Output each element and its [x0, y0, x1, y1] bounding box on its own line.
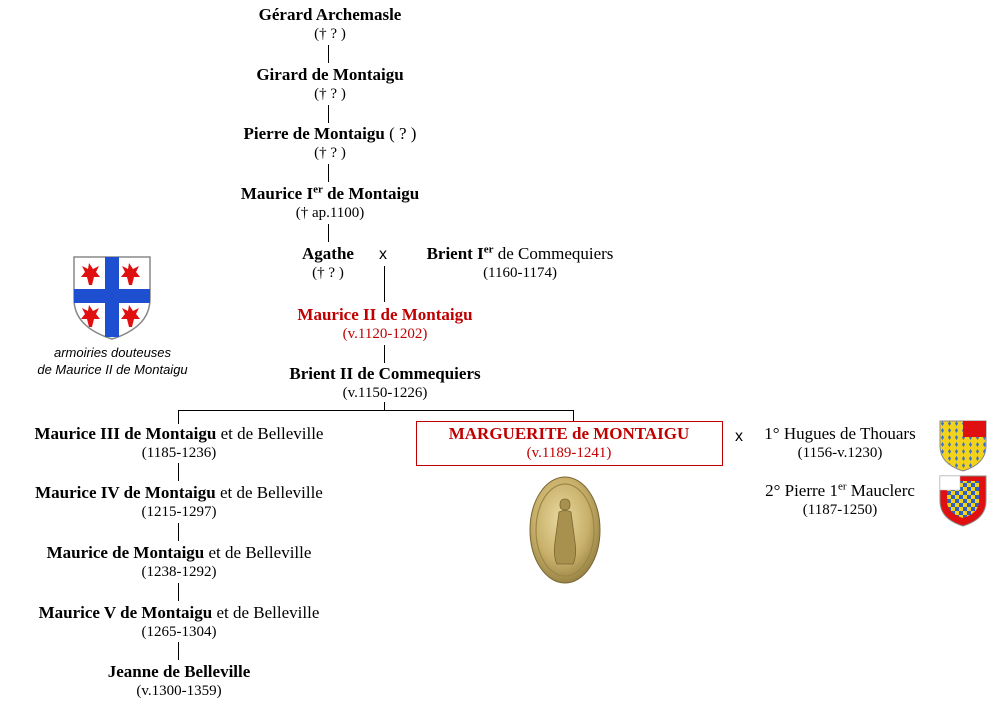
person-maurice-2	[250, 305, 520, 343]
person-name: Jeanne de Belleville	[107, 662, 251, 681]
person-name: Girard de Montaigu	[256, 65, 404, 84]
person-dates: (1185-1236)	[141, 445, 217, 461]
person-jeanne-de-belleville	[0, 662, 358, 700]
person-name: Maurice III de Montaigu	[34, 424, 217, 443]
person-dates: (1187-1250)	[802, 502, 878, 518]
person-pierre-de-montaigu	[200, 124, 460, 162]
person-maurice-de-montaigu	[0, 543, 358, 581]
person-dates: (1160-1174)	[483, 265, 557, 281]
person-dates: († ? )	[314, 145, 346, 161]
person-dates: († ? )	[314, 86, 346, 102]
person-hugues-de-thouars	[745, 424, 935, 462]
person-name: 1° Hugues de Thouars	[764, 424, 916, 443]
person-name-rest: de Montaigu	[322, 184, 420, 203]
connector-line	[384, 266, 385, 302]
ordinal-sup: er	[837, 480, 847, 493]
person-name: 2° Pierre 1	[765, 481, 838, 500]
person-maurice-5	[0, 603, 358, 641]
person-name-rest: Mauclerc	[846, 481, 915, 500]
connector-line	[328, 45, 329, 63]
person-maurice-1	[200, 184, 460, 222]
person-name: MARGUERITE de MONTAIGU	[448, 424, 690, 443]
person-dates: (1156-v.1230)	[797, 445, 883, 461]
person-name: Gérard Archemasle	[258, 5, 402, 24]
person-name: Maurice II de Montaigu	[297, 305, 473, 324]
connector-line	[178, 463, 179, 481]
person-dates: (1215-1297)	[141, 504, 217, 520]
person-name: Pierre de Montaigu	[243, 124, 385, 143]
person-dates: († ? )	[314, 26, 346, 42]
person-maurice-4	[0, 483, 358, 521]
person-dates: (v.1189-1241)	[526, 445, 612, 461]
marriage-symbol: x	[735, 428, 743, 445]
person-name: Maurice I	[240, 184, 314, 203]
person-name: Brient I	[426, 244, 484, 263]
connector-line	[328, 105, 329, 123]
ordinal-sup: er	[483, 243, 494, 256]
person-brient-1	[400, 244, 640, 282]
coat-of-arms-thouars	[939, 420, 987, 472]
person-dates: († ? )	[312, 265, 344, 281]
coat-of-arms-maurice-2	[72, 255, 152, 341]
person-dates: (1265-1304)	[141, 624, 217, 640]
person-name-rest: de Commequiers	[493, 244, 614, 263]
connector-line	[178, 523, 179, 541]
person-note: ( ? )	[389, 124, 417, 143]
arms-caption-line1: armoiries douteuses	[53, 345, 172, 360]
person-name: Brient II de Commequiers	[289, 364, 481, 383]
person-dates: (1238-1292)	[141, 564, 217, 580]
connector-line	[178, 642, 179, 660]
person-dates: (v.1300-1359)	[136, 683, 222, 699]
branch-line	[178, 410, 574, 411]
arms-caption	[20, 344, 205, 378]
person-agathe	[278, 244, 378, 282]
person-gerard-archemasle	[200, 5, 460, 43]
person-title: et de Belleville	[212, 603, 320, 622]
person-brient-2	[250, 364, 520, 402]
person-name: Maurice V de Montaigu	[38, 603, 213, 622]
person-title: et de Belleville	[216, 424, 324, 443]
person-pierre-mauclerc	[745, 481, 935, 519]
connector-line	[328, 164, 329, 182]
coat-of-arms-mauclerc	[939, 475, 987, 527]
connector-line	[178, 410, 179, 424]
person-dates: († ap.1100)	[295, 205, 365, 221]
person-name: Maurice de Montaigu	[46, 543, 205, 562]
person-title: et de Belleville	[204, 543, 312, 562]
person-name: Agathe	[302, 244, 354, 263]
connector-line	[384, 402, 385, 410]
person-marguerite	[416, 424, 722, 462]
person-dates: (v.1150-1226)	[342, 385, 428, 401]
arms-caption-line2: de Maurice II de Montaigu	[37, 362, 188, 377]
connector-line	[178, 583, 179, 601]
ordinal-sup: er	[313, 183, 323, 196]
person-title: et de Belleville	[215, 483, 323, 502]
seal-of-marguerite	[528, 475, 602, 585]
marriage-symbol: x	[379, 246, 387, 263]
person-name: Maurice IV de Montaigu	[35, 483, 216, 502]
person-girard-de-montaigu	[200, 65, 460, 103]
person-maurice-3	[0, 424, 358, 462]
person-dates: (v.1120-1202)	[342, 326, 428, 342]
connector-line	[328, 224, 329, 242]
connector-line	[384, 345, 385, 363]
